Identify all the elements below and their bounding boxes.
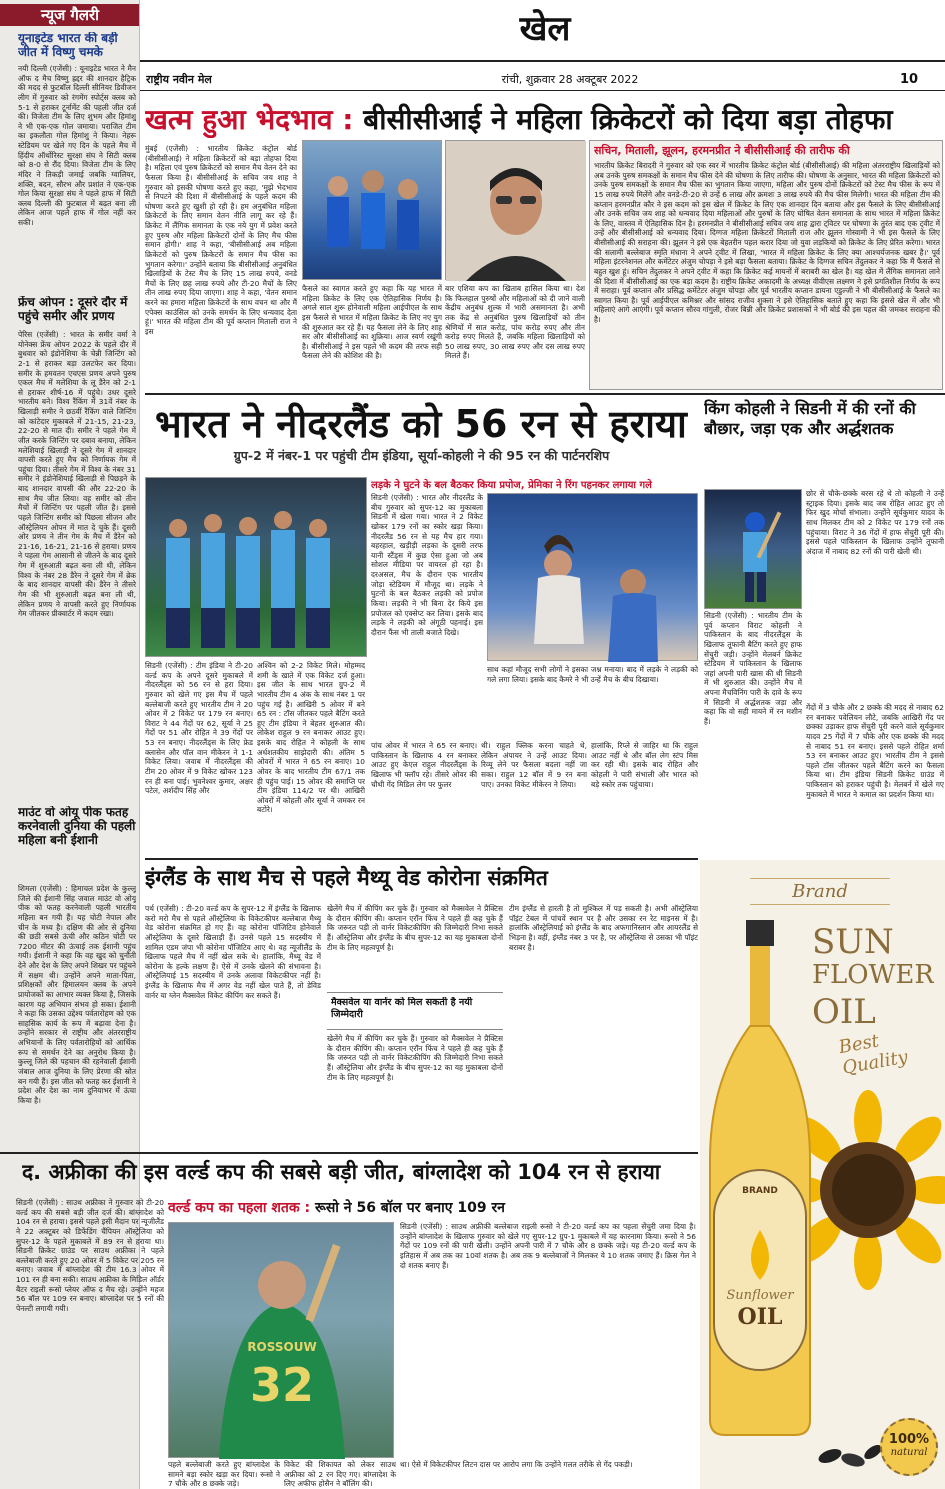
women-cricketers-photo (302, 140, 442, 280)
svg-text:32: 32 (249, 1358, 315, 1412)
article-bcci-pay-parity (145, 96, 945, 392)
bottle-oil: OIL (737, 1304, 783, 1330)
article3-col-b: खेलेंगे मैच में कीपिंग कर चुके हैं। गुरुवार को मैक्सवेल ने प्रैक्टिस के दौरान कीपिंग की। कप्तान एरॉन फिंच ने पहले ही कह चुके हैं कि जरूरत पड़ी तो वार्नर विकेटकीपिंग की जिम्मेदारी निभा सकते हैं। ऑस्ट्रेलिया और इंग्लैंड के बीच सुपर-12 का यह मुकाबला दोनों टीम के लिए महत्वपूर्ण है। (327, 904, 503, 952)
india-team-celebration-photo (145, 477, 367, 657)
article3-headline: इंग्लैंड के साथ मैच से पहले मैथ्यू वेड कोरोना संक्रमित (145, 866, 548, 890)
article-sa-beat-bangladesh (14, 1156, 698, 1489)
article2-col-d: थी। राहुल फ्लिक करना चाहते थे, लेकिन अंपायर ने उन्हें आउट दिया। रिव्यू लेने पर फैसला बदला नहीं जा सका। राहुल 12 बॉल में 9 रन बना पाए। उनका विकेट मीकेरन ने लिया। (481, 741, 587, 789)
seal-word: natural (890, 1447, 928, 1458)
page-number: 10 (900, 72, 919, 87)
masthead (140, 0, 945, 92)
article4-col-b: पहले बल्लेबाजी करते हुए बांग्लादेश के सामने बड़ा स्कोर खड़ा कर दिया। रूसो ने 7 चौके और 8 छक्के जड़े। (168, 1460, 280, 1488)
article4-col-a: सिडनी (एजेंसी) : साउथ अफ्रीका ने गुरुवार को टी-20 वर्ल्ड कप की सबसे बड़ी जीत दर्ज की। बांग्लादेश को 104 रन से हराया। इससे पहले इसी मैदान पर न्यूजीलैंड ने 22 अक्टूबर को डिफेंडिंग चैंपियन ऑस्ट्रेलिया को सुपर-12 के पहले मुकाबले में 89 रन से हराया था। सिडनी क्रिकेट ग्राउंड पर साउथ अफ्रीका ने पहले बल्लेबाजी करते हुए 20 ओवर में 5 विकेट पर 205 रन बनाए। जवाब में बांग्लादेश की टीम 16.3 ओवर में 101 रन ही बना सकी। साउथ अफ्रीका के मिडिल ऑर्डर बैटर राइली रूसो प्लेयर ऑफ द मैच रहे। उन्होंने महज 56 बॉल पर 109 रन बनाए। बांग्लादेश पर 5 रनों की पेनल्टी लगायी गयी। (16, 1198, 164, 1313)
article4-headline: द. अफ्रीका की इस वर्ल्ड कप की सबसे बड़ी जीत, बांग्लादेश को 104 रन से हराया (22, 1160, 661, 1184)
sidebar-story2-text: पेरिस (एजेंसी) : भारत के समीर वर्मा ने योनेक्स फ्रेंच ओपन 2022 के पहले दौर में बुधवार को इंडोनेशिया के चेन्नी जिन्टिंग को 2-1 से हराकर बड़ा उलटफेर कर दिया। समीर के हमवतन एचएस प्रणय अपने पुरुष एकल मैच में मलेशिया के लू डैरेन को 2-1 से हराकर शीर्ष-16 में पहुंचे। उधर दूसरे भारतीय बने। विश्व रैंकिंग में 31वें नंबर के खिलाड़ी समीर ने छठवीं रैंकिंग वाले जिन्टिंग को कांटेदार मुकाबले में 21-15, 21-23, 22-20 से मात दी। समीर ने पहले गेम में जीत करके जिन्टिंग पर दबाव बनाया, लेकिन मलेशियाई खिलाड़ी ने दूसरे गेम में शानदार वापसी करते हुए मैच को निर्णायक गेम में पहुंचा दिया। तीसरे गेम में विश्व के नंबर 31 समीर ने इंडोनेशियाई खिलाड़ी से पिछड़ने के बाद शानदार वापसी की और 22-20 के साथ मैच जीत लिया। वह समीर को तीन मैचों में जिन्टिंग पर पहली जीत है। इससे पहले जिन्टिंग समीर को पिछला सीजन और ऑस्ट्रेलियन ओपन में मात दे चुके हैं। दूसरी ओर प्रणय ने तीन गेम के मैच में डैरेन को 21-16, 16-21, 21-16 से हराया। प्रणय ने पहला गेम आसानी से जीतने के बाद दूसरे गेम में शुरुआती बढ़त बना ली थी, लेकिन विश्व के नंबर 28 डैरेन ने दूसरे गेम में ब्रेक के बाद शानदार वापसी की। डैरेन ने तीसरे गेम की भी शुरुआती बढ़त बना ली थी, लेकिन प्रणय ने वापसी करते हुए निर्णायक गेम जीतकर प्रीक्वार्टर में कदम रखा। (18, 330, 136, 619)
tributes-text: भारतीय क्रिकेट बिरादरी ने गुरुवार को एक स्वर में भारतीय क्रिकेट कंट्रोल बोर्ड (बीसीसीआई) की महिला अंतरराष्ट्रीय खिलाड़ियों को अब उनके पुरुष समकक्षों के समान मैच फीस देने की घोषणा के लिए तारीफ की। घोषणा के अनुसार, भारत की महिला क्रिकेटरों को उनके पुरुष समकक्षों के समान मैच फीस का भुगतान किया जाएगा, महिला और पुरुष दोनों क्रिकेटरों को टेस्ट मैच फीस के रूप में 15 लाख रुपये मिलेंगे और वनडे-टी-20 से उन्हें 6 लाख और क्रमशः 3 लाख रुपये की मैच फीस मिलेगी। भारत की महिला टीम की कप्तान हरमनप्रीत कौर ने इस कदम को इस खेल में क्रिकेट के लिए एक शानदार दिन बताया और इस फैसले के लिए बीसीसीआई और उनके सचिव जय शाह को धन्यवाद दिया महिलाओं और पुरुषों के लिए घोषित वेतन समानता के साथ भारत में महिला क्रिकेट के लिए, वास्तव में ऐतिहासिक दिन है। हरमनप्रीत ने बीसीसीआई सचिव जय शाह द्वारा ट्विटर पर घोषणा के तुरंत बाद एक ट्वीट में उन्हें और बीसीसीआई को धन्यवाद दिया। दिग्गज महिला क्रिकेटरों मिताली राज और झूलन गोस्वामी ने भी इस फैसले के लिए बीसीसीआई की सराहना की। झूलन ने इसे एक बेहतरीन पहल करार दिया जो युवा लड़कियों को क्रिकेट के लिए प्रेरित करेगा। भारत की सलामी बल्लेबाज स्मृति मंधाना ने अपने ट्वीट में लिखा, 'भारत में महिला क्रिकेट के लिए क्या आश्चर्यजनक खबर है।' पूर्व महिला इंटरनेशनल और कमेंटेटर अंजुम चोपड़ा ने इसे बड़ा फैसला बताया। क्रिकेट के दिग्गज सचिन तेंदुलकर ने कहा कि मैं फैसले से बहुत खुश हूं। सचिन तेंदुलकर ने अपने ट्वीट में कहा कि क्रिकेट कई मायनों में बराबरी का खेल है। यह खेल में लैंगिक समानता लाने की दिशा में बीसीसीआई का एक बड़ा कदम है। राष्ट्रीय क्रिकेट अकादमी के अध्यक्ष वीवीएस लक्ष्मण ने इसे प्रगतिशील निर्णय के रूप में सराहा। पूर्व कप्तान और प्रसिद्ध कमेंटेटर अंजुम चोपड़ा और पूर्व भारतीय कप्तान डायना एडुल्जी ने भी बीसीसीआई के फैसले का स्वागत किया है। पूर्व आईपीएल कमिश्नर और सांसद राजीव शुक्ला ने इसे ऐतिहासिक बताते हुए कहा कि इससे खेल में और भी महिलाएं आगे आएंगी। पूर्व कप्तान सौरव गांगुली, रोजर बिन्नी और क्रिकेट प्रशासकों ने भी बोर्ड की इस पहल की जमकर सराहना की है। (594, 161, 940, 324)
ad-brand-label: Brand (750, 878, 890, 905)
article1-headline (145, 100, 935, 138)
sunflower-seeds-graphic (815, 1436, 885, 1476)
sidebar-story2-heading: फ्रेंच ओपन : दूसरे दौर में पहुंचे समीर और प्रणय (18, 296, 128, 323)
news-gallery-label: न्यूज गैलरी (0, 4, 140, 26)
article2-headline: भारत ने नीदरलैंड को 56 रन से हराया (155, 402, 687, 446)
seal-percent: 100% (888, 1432, 930, 1447)
sunflower-oil-advertisement (700, 860, 945, 1489)
ad-line-sun: SUN (812, 922, 894, 962)
paper-name: राष्ट्रीय नवीन मेल (146, 73, 212, 86)
sidebar-story3-heading: माउंट वो ओयू पीक फतह करनेवाली दुनिया की पहली महिला बनी ईशानी (18, 806, 136, 847)
kohli-text-b: गेंदों में 3 चौके और 2 छक्के की मदद से नाबाद 62 रन बनाकर पवेलियन लौटे, जबकि आखिरी गेंद पर छक्का उड़ाकर हाफ सेंचुरी पूरी करने वाले सूर्यकुमार यादव 25 गेंदों में 7 चौके और एक छक्के की मदद से नाबाद 51 रन बनाए। इससे पहले रोहित शर्मा 53 रन बनाकर आउट हुए। भारतीय टीम ने इससे पहले टॉस जीतकर पहले बैटिंग करने का फैसला किया था। टीम इंडिया सिडनी क्रिकेट ग्राउंड में पाकिस्तान को हराकर पहुंची है। मेलबर्न में खेले गए मुकाबले में भारत ने कमाल का प्रदर्शन किया था। (806, 703, 944, 799)
article-kohli-fifty (702, 397, 945, 855)
kohli-text-a: सिडनी (एजेंसी) : भारतीय टीम के पूर्व कप्तान विराट कोहली ने पाकिस्तान के बाद नीदरलैंड्स के खिलाफ तूफानी बैटिंग करते हुए हाफ सेंचुरी जड़ी। उन्होंने मेलबर्न क्रिकेट स्टेडियम में पाकिस्तान के खिलाफ जहां अपनी पारी खास की थी सिडनी में भी शुरुआत की। उन्होंने मैच में अपना मैचविनिंग पारी के दावे के रूप में सिडनी में अर्द्धशतक जड़ा और कहा कि वो सही मायने में रन मशीन हैं। (704, 611, 802, 726)
article3-quote: मैक्सवेल या वार्नर को मिल सकती है नयी जिम्मेदारी (331, 997, 473, 1021)
ad-line-oil: OIL (812, 992, 876, 1032)
article1-headline-text: बीसीसीआई ने महिला क्रिकेटरों को दिया बड़ा तोहफा (363, 103, 893, 136)
article2-col-a: सिडनी (एजेंसी) : टीम इंडिया ने टी-20 वर्ल्ड कप के अपने दूसरे मुकाबले में नीदरलैंड्स को 56 रन से हरा दिया। गुरुवार को खेले गए इस मैच में पहले बल्लेबाजी करते हुए भारतीय टीम ने 20 ओवर में 2 विकेट पर 179 रन बनाए। विराट ने 44 गेंदों पर 62, सूर्या ने 25 गेंदों पर 51 और रोहित ने 39 गेंदों पर 53 रन बनाए। नीदरलैंड्स के लिए फ्रेड क्लासेन और पॉल वान मीकेरन ने 1-1 विकेट लिया। जवाब में नीदरलैंड्स की टीम 20 ओवर में 9 विकेट खोकर 123 रन ही बना पाई। भुवनेश्वर कुमार, अक्षर पटेल, अर्शदीप सिंह और (145, 661, 253, 796)
article4-subhead (168, 1198, 698, 1217)
article4-col-c: सिडनी (एजेंसी) : साउथ अफ्रीकी बल्लेबाज राइली रूसो ने टी-20 वर्ल्ड कप का पहला सेंचुरी जमा दिया है। उन्होंने बांग्लादेश के खिलाफ गुरुवार को खेले गए सुपर-12 ग्रुप-1 मुकाबले में यह कारनामा किया। रूसो ने 56 गेंदों पर 109 रनों की पारी खेली। उन्होंने अपनी पारी में 7 चौके और 8 छक्के जड़े। यह टी-20 वर्ल्ड कप के इतिहास में अब तक का 10वां शतक है। अब तक 9 बल्लेबाजों ने मिलकर ये 10 शतक जमाए हैं। क्रिस गेल ने दो शतक बनाए हैं। (400, 1222, 696, 1270)
kohli-text-top: छोर से चौके-छक्के बरस रहे थे तो कोहली ने उन्हें स्ट्राइक दिया। इसके बाद जब रोहित आउट हुए तो फिर खुद मोर्चा संभाला। उन्होंने सूर्यकुमार यादव के साथ मिलकर टीम को 2 विकेट पर 179 रनों तक पहुंचाया। विराट ने 36 गेंदों में हाफ सेंचुरी पूरी की। इससे पहले पाकिस्तान के खिलाफ उन्होंने तूफानी अंदाज में नाबाद 82 रनों की पारी खेली थी। (806, 489, 944, 556)
article2-col-b: अश्विन को 2-2 विकेट मिले। मोहम्मद शमी के खाते में एक विकेट दर्ज हुआ। इस जीत के साथ भारत ग्रुप-2 में भारतीय टीम 4 अंक के साथ नंबर 1 पर पहुंच गई है। आखिरी 5 ओवर में बने 65 रन : टॉस जीतकर पहले बैटिंग करते हुए टीम इंडिया ने बेहतर शुरुआत की। लोकेश राहुल 9 रन बनाकर आउट हुए। इसके बाद रोहित ने कोहली के साथ अर्धशतकीय साझेदारी की। अंतिम 5 ओवरों में भारत ने 65 रन बनाए। 10 ओवर के बाद भारतीय टीम 67/1 तक ही पहुंच पाई। 15 ओवर की समाप्ति पर टीम इंडिया 114/2 पर थी। आखिरी ओवरों में कोहली और सूर्या ने जमकर रन बटोरे। (257, 661, 365, 815)
sidebar-story1-heading: यूनाइटेड भारत की बड़ी जीत में विष्णु चमके (18, 32, 118, 59)
rossouw-photo (168, 1222, 394, 1458)
jay-shah-photo (445, 140, 585, 280)
article3-col-c: टीम इंग्लैंड से हारती है तो मुश्किल में पड़ सकती है। अभी ऑस्ट्रेलिया पॉइंट टेबल में पांचवें स्थान पर है और उसका रन रेट माइनस में है। हालांकि ऑस्ट्रेलियाई को इंग्लैंड के बाद अफगानिस्तान और आयरलैंड से भिड़ना है। वहीं, इंग्लैंड नंबर 3 पर है, पर ऑस्ट्रेलिया से उसका भी पॉइंट बराबर है। (509, 904, 698, 952)
article1-col-b: फैसले का स्वागत करते हुए कहा कि यह भारत में महिला क्रिकेट के लिए एक ऐतिहासिक निर्णय है। अगले साल शुरू होनेवाली महिला आईपीएल के साथ इस फैसले से भारत में महिला क्रिकेट के लिए नए युग की शुरुआत कर रहे हैं। यह फैसला लेने के लिए शाह सर और बीसीसीआई का शुक्रिया। आज स्वर्ण रखूंगी है। बीसीसीआई ने इस पहले भी कदम की तरफ सही फैसला लेने की कोशिश की है। (302, 284, 442, 361)
article2-col-c: पांच ओवर में भारत ने 65 रन बनाए। पाकिस्तान के खिलाफ 4 रन बनाकर आउट हुए केएल राहुल नीदरलैंड्स के खिलाफ भी फ्लॉप रहे। तीसरे ओवर की चौथी गेंद मिडिल लेग पर फुलर (371, 741, 477, 789)
article2-subhead: ग्रुप-2 में नंबर-1 पर पहुंची टीम इंडिया, सूर्या-कोहली ने की 95 रन की पार्टनरशिप (233, 448, 610, 463)
bottle-brand: BRAND (742, 1186, 778, 1196)
article-wade-covid (145, 860, 698, 1150)
proposal-heading: लड़के ने घुटने के बल बैठकर किया प्रपोज, प्रेमिका ने रिंग पहनकर लगाया गले (371, 480, 652, 491)
article1-col-c: बार एशिया कप का खिताब हासिल किया था। देश कि फिलहाल पुरुषों और महिलाओं को दी जाने वाली केंद्रीय अनुबंध शुल्क में भारी असमानता है। अभी तक केंद्र से अनुबंधित पुरुष खिलाड़ियों को तीन श्रेणियों में सात करोड़, पांच करोड़ रुपए और तीन करोड़ रुपए मिलते हैं, जबकि महिला खिलाड़ियों को 50 लाख रुपए, 30 लाख रुपए और दस लाख रुपए मिलते हैं। (445, 284, 585, 361)
article1-kicker: खत्म हुआ भेदभाव : (145, 103, 354, 136)
article4-sub-kicker: वर्ल्ड कप का पहला शतक : (168, 1200, 311, 1216)
tributes-heading: सचिन, मिताली, झूलन, हरमनप्रीत ने बीसीसीआई की तारीफ की (594, 144, 850, 157)
article4-sub-rest: रूसो ने 56 बॉल पर बनाए 109 रन (314, 1200, 505, 1216)
ad-tagline: Best Quality (837, 1030, 910, 1079)
proposal-photo (487, 493, 698, 661)
dateline: रांची, शुक्रवार 28 अक्टूबर 2022 (501, 73, 639, 86)
article4-col-d: विकेट की शिकायत को लेकर साउथ अफ्रीका को 2 रन दिए गए। बांग्लादेश के लिए अफीफ होसैन ने बॉलिंग की। (284, 1460, 396, 1488)
oil-bottle-graphic (700, 920, 820, 1440)
ad-line-flower: FLOWER (812, 960, 934, 990)
kohli-batting-photo (704, 489, 802, 609)
bottle-name: Sunflower (726, 1288, 794, 1303)
article4-col-e: था। ऐसे में विकेटकीपर लिटन दास पर आरोप लगा कि उन्होंने गलत तरीके से गेंद पकड़ी। (400, 1460, 633, 1469)
article1-col-a: मुंबई (एजेंसी) : भारतीय क्रिकेट कंट्रोल बोर्ड (बीसीसीआई) ने महिला क्रिकेटरों को बड़ा तोहफा दिया है। महिला एवं पुरुष क्रिकेटरों को समान मैच वेतन देने का फैसला किया है। बीसीसीआई के सचिव जय शाह ने गुरुवार को इसकी घोषणा करते हुए कहा, 'मुझे भेदभाव से निपटने की दिशा में बीसीसीआई के पहले कदम की घोषणा करते हुए खुशी हो रही है। हम अनुबंधित महिला क्रिकेटरों के लिए समान वेतन नीति लागू कर रहे हैं। क्रिकेट में लैंगिक समानता के एक नये युग में प्रवेश करते हुए पुरुष और महिला क्रिकेटरों दोनों के लिए मैच फीस समान होगी।' शाह ने कहा, 'बीसीसीआई अब महिला क्रिकेटरों को पुरुष क्रिकेटरों के समान मैच फीस का भुगतान करेगा।' उन्होंने बताया कि बीसीसीआई अनुबंधित खिलाड़ियों के टेस्ट मैच के लिए 15 लाख रुपये, वनडे मैचों के लिए छह लाख रुपये और टी-20 मैचों के लिए तीन लाख रुपए दिया जाएगा। शाह ने कहा, 'वेतन समान करने का हमारा महिला क्रिकेटरों के साथ वचन था और मैं एपेक्स काउंसिल को उनके समर्थन के लिए धन्यवाद देता हूं।' भारत की महिला टीम की पूर्व कप्तान मिताली राज ने इस (145, 144, 297, 336)
sidebar-story1-text: नयी दिल्ली (एजेंसी) : यूनाइटेड भारत ने मैन ऑफ द मैच विष्णु ह्रद्दर की शानदार हैट्रिक की मदद से फुटबॉल दिल्ली सीनियर डिवीजन लीग में गुरुवार को रंगमेंग स्पोर्ट्स क्लब को 5-1 से हराकर टूर्नामेंट की पहली जीत दर्ज की। विजेता टीम के लिए शुभम और हिमांशु ने भी एक-एक गोल जमाया। पराजित टीम का इकलौता गोल हिमांशु ने किया। नेहरू स्टेडियम पर खेले गए दिन के पहले मैच में हिंदीय ऑर्थोरिस्ट सुरक्षा संघ ने सिटी क्लब को 8-0 से रौंद दिया। विजेता टीम के लिए मंदिर ने तिकड़ी जमाई जबकि ग्वालियर, शक्ति, बदन, सौरभ और प्रशांत ने एक-एक गोल किया सुरक्षा संघ ने पहले हाफ में सिटी क्लब दिल्ली की फुटबाल में बढ़त बना ली लेकिन आज पहले हाफ में गोल नहीं कर सकी। (18, 64, 136, 227)
article2-col-e: हालांकि, रिप्ले से जाहिर था कि राहुल आउट नहीं थे और बॉल लेग स्टंप मिस कर रही थी। इसके बाद रोहित और कोहली ने पारी संभाली और भारत को बड़े स्कोर तक पहुंचाया। (591, 741, 698, 789)
proposal-text-2: साथ कहां मौजूद सभी लोगों ने इसका जश्न मनाया। बाद में लड़के ने लड़की को गले लगा लिया। इसके बाद कैमरे ने भी उन्हें मैच के बीच दिखाया। (487, 665, 698, 684)
proposal-text: सिडनी (एजेंसी) : भारत और नीदरलैंड के बीच गुरुवार को सुपर-12 का मुकाबला सिडनी में खेला गया। भारत ने 2 विकेट खोकर 179 रनों का स्कोर खड़ा किया। नीदरलैंड 56 रन से यह मैच हार गया। बहरहाल, खड़ीड़ी लड़का के दूसरी तरफ यानी स्टैंड्स में कुछ ऐसा हुआ जो अब सोशल मीडिया पर वायरल हो रहा है। दरअसल, मैच के दौरान एक भारतीय जोड़ा स्टेडियम में मौजूद था। लड़के ने घुटनों के बल बैठकर लड़की को प्रपोज किया। लड़की ने भी बिना देर किये इस प्रपोजल को एक्सेप्ट कर लिया। इसके बाद लड़के ने लड़की को अंगूठी पहनाई। इस दौरान फैंस भी ताली बजाते दिखे। (371, 493, 483, 637)
article-india-beat-netherlands (145, 397, 698, 855)
svg-text:ROSSOUW: ROSSOUW (247, 1340, 317, 1354)
sidebar-story3-text: शिमला (एजेंसी) : हिमाचल प्रदेश के कुल्लू जिले की ईशानी सिंह जवाल माउंट वो ओयू पीक को फतह करनेवाली पहली भारतीय महिला बन गयी हैं। यह चोटी नेपाल और चीन के मध्य है। दक्षिण की ओर से दुनिया की छठी सबसे ऊंची और कठिन चोटी पर 7200 मीटर की ऊंचाई तक ईशानी पहुंच गयी। ईशानी ने कहा कि वह खुद को चुनौती देने और देश के लिए अपने शिखर पर पहुंचने में सक्षम थी। उन्होंने अपने माता-पिता, प्रशिक्षकों और हिमालयन क्लब के अपने प्रायोजकों का आभार व्यक्त किया है, जिसके कारण यह अभियान संभव हो सका। ईशानी ने कहा कि उसका उद्देश्य पर्वतारोहण को एक साहसिक कार्य के रूप में बढ़ावा देना है। उन्होंने सरकार से राष्ट्रीय और अंतरराष्ट्रीय अभियानों के लिए पर्वतारोहियों को आर्थिक रूप से समर्थन देने का अनुरोध किया है। कुल्लू जिले की पहचान की रहनेवाली ईशानी जंबाल आज दुनिया के लिए प्रेरणा की स्रोत बन गयी हैं। इस जीत को फतह कर ईशानी ने प्रदेश और देश का नाम दुनियाभर में ऊंचा किया है। (18, 884, 136, 1105)
natural-seal (880, 1418, 938, 1476)
article3-quote-box (327, 992, 503, 1030)
article3-col-a: पर्थ (एजेंसी) : टी-20 वर्ल्ड कप के सुपर-12 में इंग्लैंड के खिलाफ करो मरो मैच से पहले ऑस्ट्रेलिया के विकेटकीपर बल्लेबाज मैथ्यू वेड कोरोना संक्रमित हो गए हैं। वह कोरोना पॉजिटिव होनेवाले ऑस्ट्रेलिया के दूसरे खिलाड़ी हैं। उनसे पहले 15 सदस्यीय में शामिल एडम जंपा भी कोरोना पॉजिटिव आए थे। वह न्यूजीलैंड के खिलाफ पहले मैच में नहीं खेल सके थे। हालांकि, मैथ्यू वेड में कोरोना के हल्के लक्षण हैं। ऐसे में उनके खेलने की संभावना है। ऑस्ट्रेलियाई 15 सदस्यीय में उनके अलावा विकेटकीपर नहीं है। इंग्लैंड के खिलाफ मैच में अगर वेड नहीं खेल पाते हैं, तो डेविड वार्नर या ग्लेन मैक्सवेल विकेट कीपिंग कर सकते हैं। (145, 904, 321, 1000)
section-title: खेल (519, 9, 571, 49)
kohli-headline: किंग कोहली ने सिडनी में की रनों की बौछार, जड़ा एक और अर्द्धशतक (704, 399, 916, 438)
tributes-box (589, 140, 943, 390)
article3-col-b2: खेलेंगे मैच में कीपिंग कर चुके हैं। गुरुवार को मैक्सवेल ने प्रैक्टिस के दौरान कीपिंग की। कप्तान एरॉन फिंच ने पहले ही कह चुके हैं कि जरूरत पड़ी तो वार्नर विकेटकीपिंग की जिम्मेदारी निभा सकते हैं। ऑस्ट्रेलिया और इंग्लैंड के बीच सुपर-12 का यह मुकाबला दोनों टीम के लिए महत्वपूर्ण है। (327, 1034, 503, 1082)
